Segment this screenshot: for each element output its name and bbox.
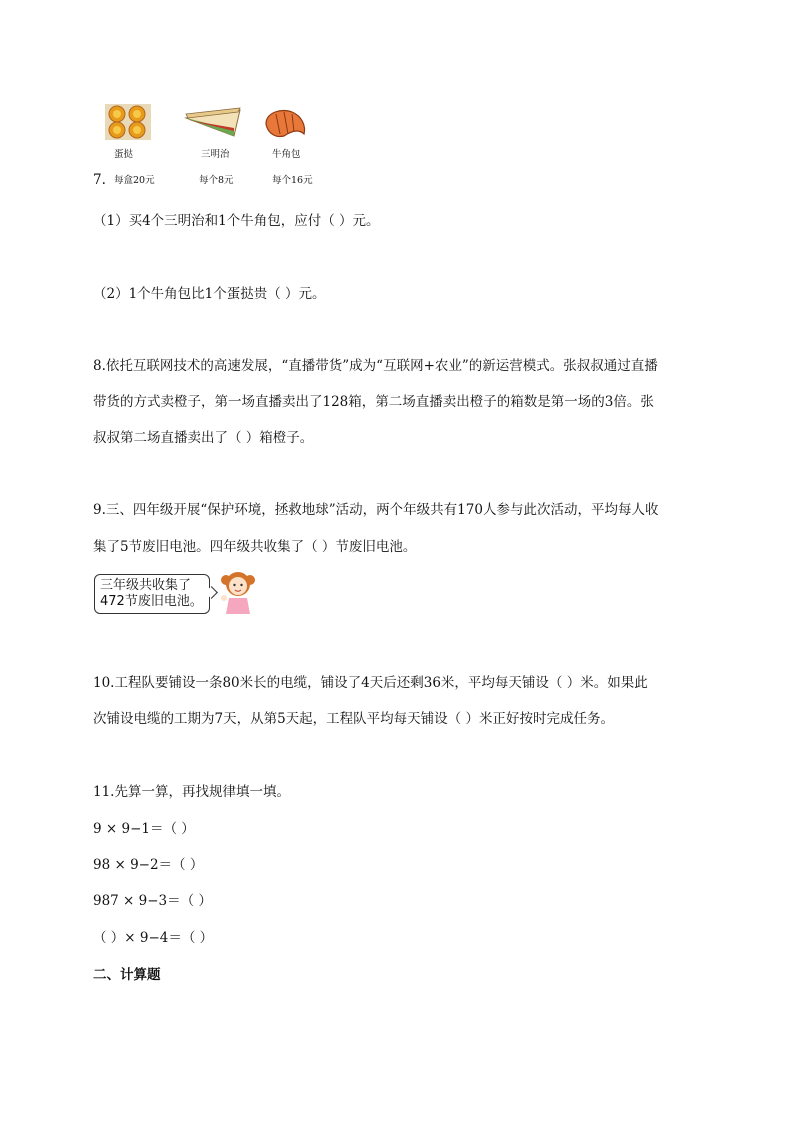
sandwich-name: 三明治 — [201, 149, 230, 160]
egg-tart-name: 蛋挞 — [114, 149, 134, 160]
q9-line2: 集了5节废旧电池。四年级共收集了（ ）节废旧电池。 — [93, 539, 417, 555]
q9-line1: 9.三、四年级开展“保护环境，拯救地球”活动，两个年级共有170人参与此次活动，平均每人收 — [93, 502, 659, 518]
q8-line3: 叔叔第二场直播卖出了（ ）箱橙子。 — [93, 430, 314, 446]
speech-bubble — [94, 574, 210, 614]
bubble-line2: 472节废旧电池。 — [100, 594, 203, 609]
q10-line2: 次铺设电缆的工期为7天，从第5天起，工程队平均每天铺设（ ）米正好按时完成任务。 — [93, 711, 614, 727]
girl-icon — [218, 568, 258, 616]
q8-line1: 8.依托互联网技术的高速发展，“直播带货”成为“互联网+农业”的新运营模式。张叔叔通过直播 — [93, 358, 658, 374]
q11-row-2: 98 × 9−2＝（ ） — [93, 857, 204, 873]
egg-tart-price: 每盒20元 — [114, 175, 155, 186]
sandwich-price: 每个8元 — [199, 175, 234, 186]
bubble-line1: 三年级共收集了 — [100, 578, 192, 593]
q7-sub1: （1）买4个三明治和1个牛角包，应付（ ）元。 — [93, 213, 380, 229]
section-title: 二、计算题 — [93, 967, 161, 983]
q11-row-1: 9 × 9−1＝（ ） — [93, 821, 195, 837]
croissant-name: 牛角包 — [272, 149, 301, 160]
q7-number: 7. — [93, 172, 106, 188]
croissant-icon — [262, 106, 308, 140]
q7-sub2: （2）1个牛角包比1个蛋挞贵（ ）元。 — [93, 286, 326, 302]
egg-tart-icon — [105, 104, 151, 140]
q8-line2: 带货的方式卖橙子，第一场直播卖出了128箱，第二场直播卖出橙子的箱数是第一场的3倍。张 — [93, 394, 654, 410]
sandwich-icon — [184, 104, 242, 140]
q11-row-3: 987 × 9−3＝（ ） — [93, 893, 212, 909]
croissant-price: 每个16元 — [272, 175, 313, 186]
q10-line1: 10.工程队要铺设一条80米长的电缆，铺设了4天后还剩36米，平均每天铺设（ ）米。如果此 — [93, 675, 648, 691]
q11-row-4: （ ）× 9−4＝（ ） — [93, 930, 214, 946]
q11-title: 11.先算一算，再找规律填一填。 — [93, 784, 290, 800]
